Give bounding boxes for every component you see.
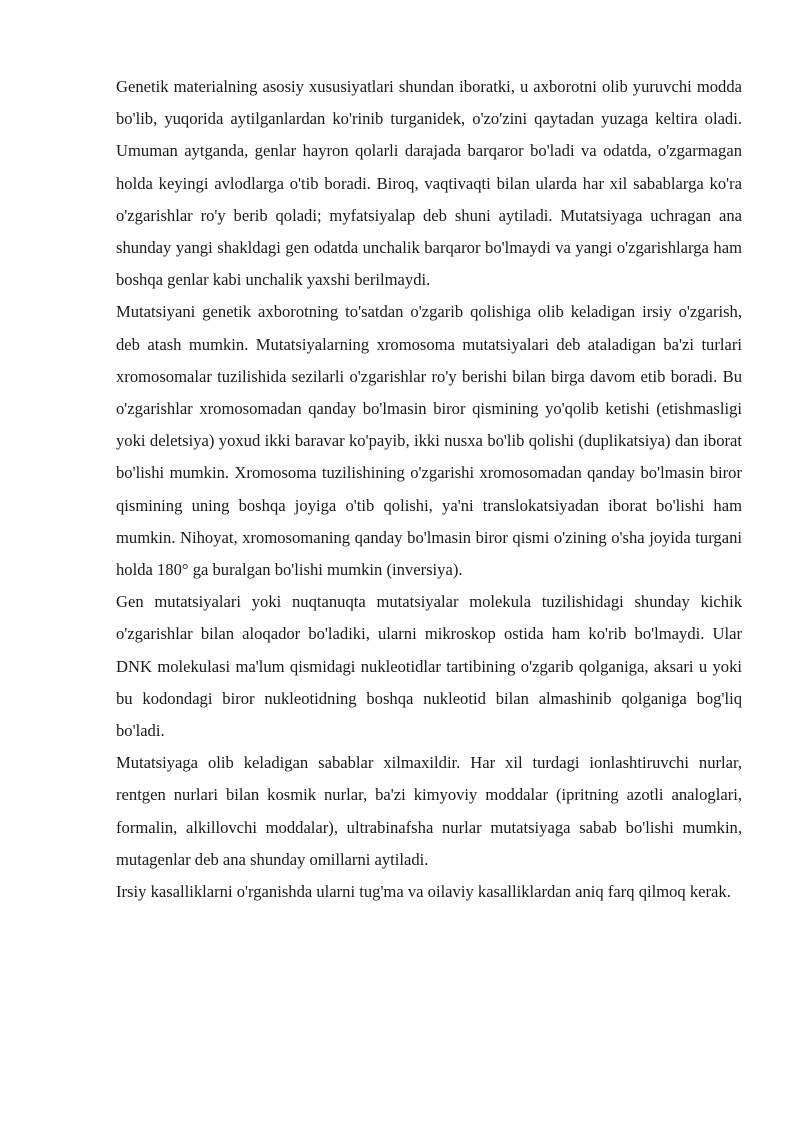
document-body xyxy=(116,71,742,908)
paragraph-mutation-causes: Mutatsiyaga olib keladigan sabablar xilmaxildir. Har xil turdagi ionlashtiruvchi nurlar, rentgen nurlari bilan kosmik nurlar, ba'zi kimyoviy moddalar (ipritning azotli analoglari, formalin, alkillovchi moddalar), ultrabinafsha nurlar mutatsiyaga sabab bo'lishi mumkin, mutagenlar deb ana shunday omillarni aytiladi. xyxy=(116,753,742,869)
paragraph-hereditary-diseases: Irsiy kasalliklarni o'rganishda ularni tug'ma va oilaviy kasalliklardan aniq farq qilmoq kerak. xyxy=(116,882,731,902)
paragraph-mutation-definition: Mutatsiyani genetik axborotning to'satdan o'zgarib qolishiga olib keladigan irsiy o'zgarish, deb atash mumkin. Mutatsiyalarning xromosoma mutatsiyalari deb ataladigan ba'zi turlari xromosomalar tuzilishida sezilarli o'zgarishlar ro'y berishi bilan birga davom etib boradi. Bu o'zgarishlar xromosomadan qanday bo'lmasin biror qismining yo'qolib ketishi (etishmasligi yoki deletsiya) yoxud ikki baravar ko'payib, ikki nusxa bo'lib qolishi (duplikatsiya) dan iborat bo'lishi mumkin. Xromosoma tuzilishining o'zgarishi xromosomadan qanday bo'lmasin biror qismining uning boshqa joyiga o'tib qolishi, ya'ni translokatsiyadan iborat bo'lishi ham mumkin. Nihoyat, xromosomaning qanday bo'lmasin biror qismi o'zining o'sha joyida turgani holda 180° ga buralgan bo'lishi mumkin (inversiya). xyxy=(116,302,742,580)
paragraph-genetic-material: Genetik materialning asosiy xususiyatlari shundan iboratki, u axborotni olib yuruvchi modda bo'lib, yuqorida aytilganlardan ko'rinib turganidek, o'zo'zini qaytadan yuzaga keltira oladi. Umuman aytganda, genlar hayron qolarli darajada barqaror bo'ladi va odatda, o'zgarmagan holda keyingi avlodlarga o'tib boradi. Biroq, vaqtivaqti bilan ularda har xil sabablarga ko'ra o'zgarishlar ro'y berib qoladi; myfatsiyalap deb shuni aytiladi. Mutatsiyaga uchragan ana shunday yangi shakldagi gen odatda unchalik barqaror bo'lmaydi va yangi o'zgarishlarga ham boshqa genlar kabi unchalik yaxshi berilmaydi. xyxy=(116,77,742,290)
paragraph-gene-mutations: Gen mutatsiyalari yoki nuqtanuqta mutatsiyalar molekula tuzilishidagi shunday kichik o'zgarishlar bilan aloqador bo'ladiki, ularni mikroskop ostida ham ko'rib bo'lmaydi. Ular DNK molekulasi ma'lum qismidagi nukleotidlar tartibining o'zgarib qolganiga, aksari u yoki bu kodondagi biror nukleotidning boshqa nukleotid bilan almashinib qolganiga bog'liq bo'ladi. xyxy=(116,592,742,741)
